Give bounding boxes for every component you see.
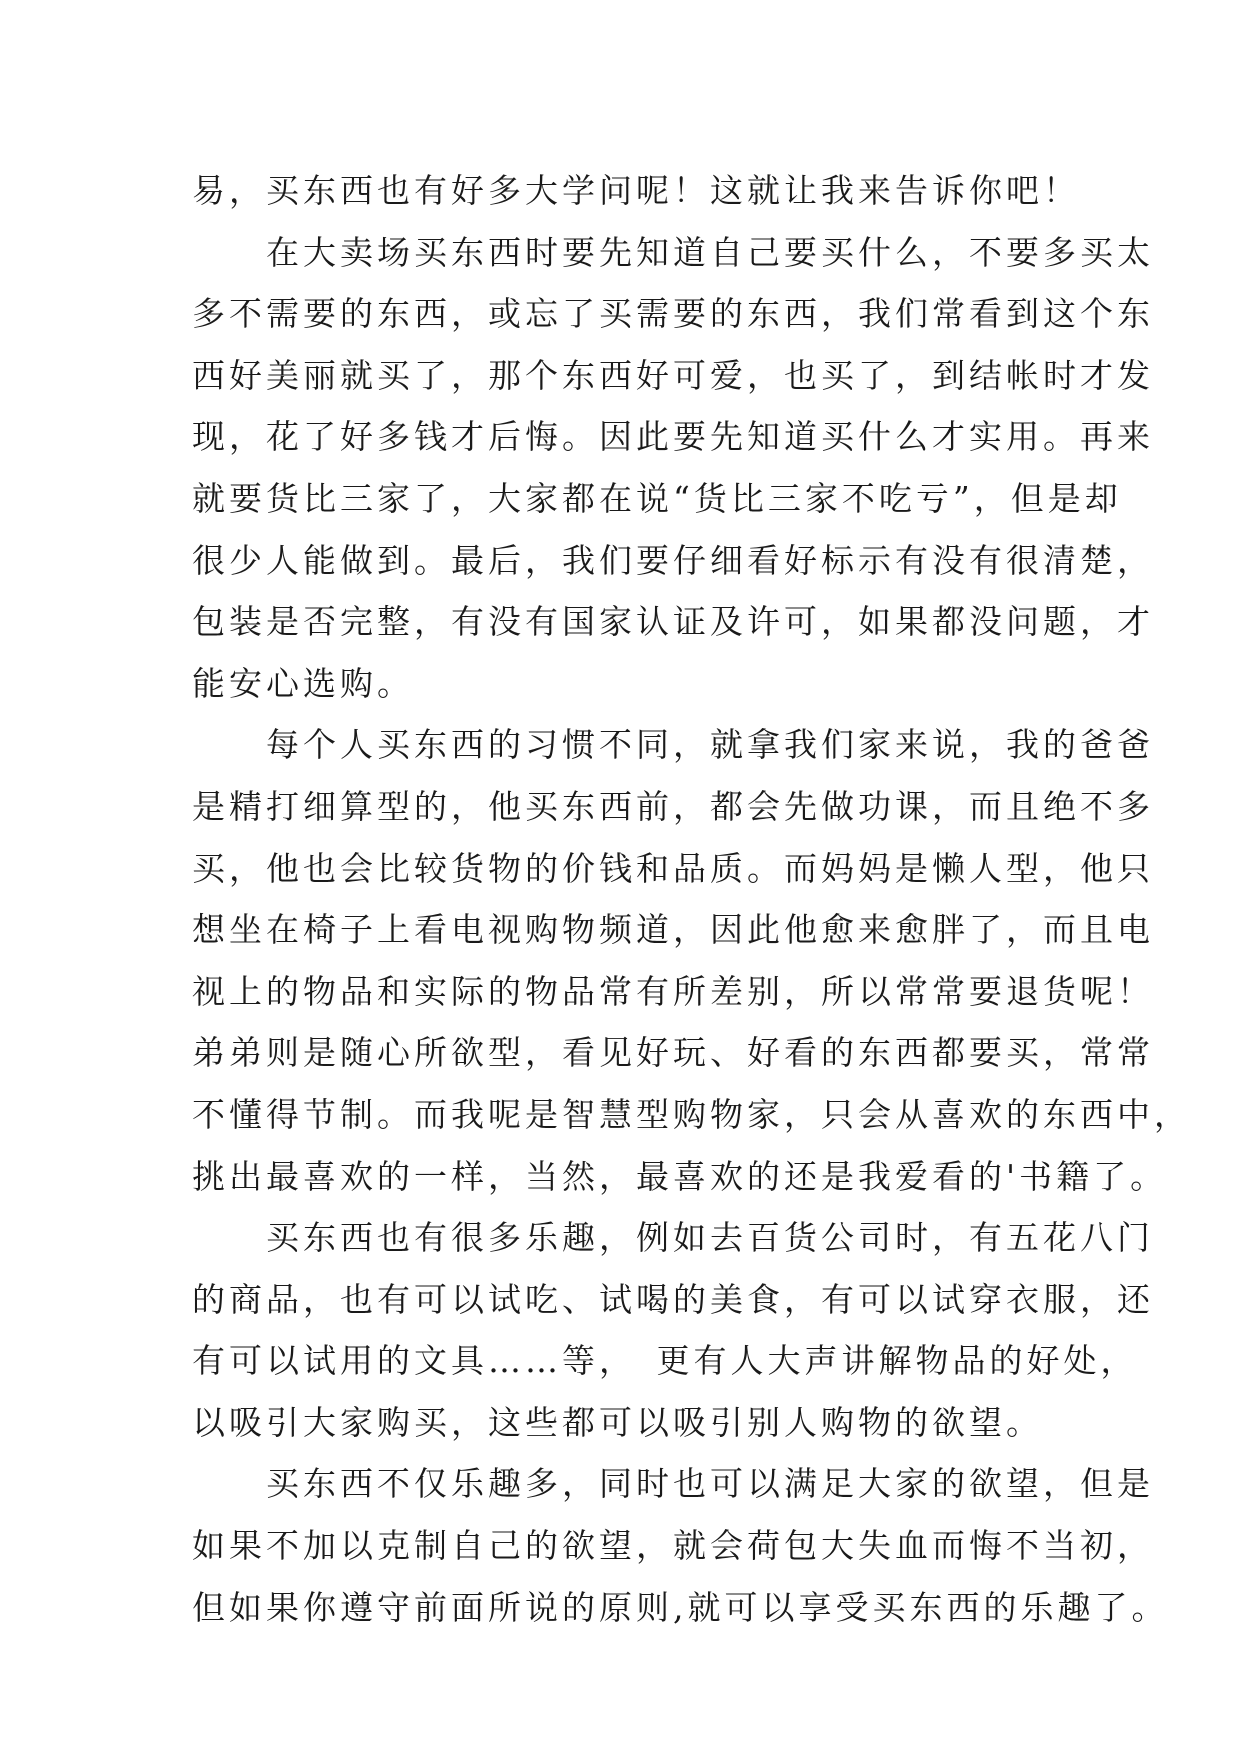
text-line: 西好美丽就买了，那个东西好可爱，也买了，到结帐时才发	[192, 355, 1154, 395]
text-line: 多不需要的东西，或忘了买需要的东西，我们常看到这个东	[192, 294, 1154, 334]
text-line: 不懂得节制。而我呢是智慧型购物家，只会从喜欢的东西中，	[192, 1094, 1191, 1134]
text-line: 弟弟则是随心所欲型，看见好玩、好看的东西都要买，常常	[192, 1033, 1154, 1073]
text-line: 如果不加以克制自己的欲望，就会荷包大失血而悔不当初，	[192, 1526, 1154, 1566]
text-line: 有可以试用的文具……等， 更有人大声讲解物品的好处，	[192, 1341, 1138, 1381]
text-line: 视上的物品和实际的物品常有所差别，所以常常要退货呢！	[192, 971, 1154, 1011]
text-line: 就要货比三家了，大家都在说“货比三家不吃亏”，但是却	[192, 478, 1122, 518]
essay-body	[192, 160, 1191, 1638]
text-line: 但如果你遵守前面所说的原则,就可以享受买东西的乐趣了。	[192, 1587, 1169, 1627]
text-line: 现，花了好多钱才后悔。因此要先知道买什么才实用。再来	[192, 417, 1154, 457]
text-line: 是精打细算型的，他买东西前，都会先做功课，而且绝不多	[192, 786, 1154, 826]
text-line: 在大卖场买东西时要先知道自己要买什么，不要多买太	[192, 232, 1154, 272]
text-line: 能安心选购。	[192, 663, 414, 703]
text-line: 很少人能做到。最后，我们要仔细看好标示有没有很清楚，	[192, 540, 1154, 580]
text-line: 想坐在椅子上看电视购物频道，因此他愈来愈胖了，而且电	[192, 910, 1154, 950]
text-line: 以吸引大家购买，这些都可以吸引别人购物的欲望。	[192, 1402, 1043, 1442]
text-line: 买，他也会比较货物的价钱和品质。而妈妈是懒人型，他只	[192, 848, 1154, 888]
text-line: 包装是否完整，有没有国家认证及许可，如果都没问题，才	[192, 602, 1154, 642]
text-line: 易，买东西也有好多大学问呢！这就让我来告诉你吧！	[192, 171, 1080, 210]
text-line: 的商品，也有可以试吃、试喝的美食，有可以试穿衣服，还	[192, 1279, 1154, 1319]
text-line: 买东西不仅乐趣多，同时也可以满足大家的欲望，但是	[192, 1464, 1154, 1504]
text-line: 每个人买东西的习惯不同，就拿我们家来说，我的爸爸	[192, 725, 1154, 765]
text-line: 买东西也有很多乐趣，例如去百货公司时，有五花八门	[192, 1218, 1154, 1258]
text-line: 挑出最喜欢的一样，当然，最喜欢的还是我爱看的'书籍了。	[192, 1156, 1168, 1196]
